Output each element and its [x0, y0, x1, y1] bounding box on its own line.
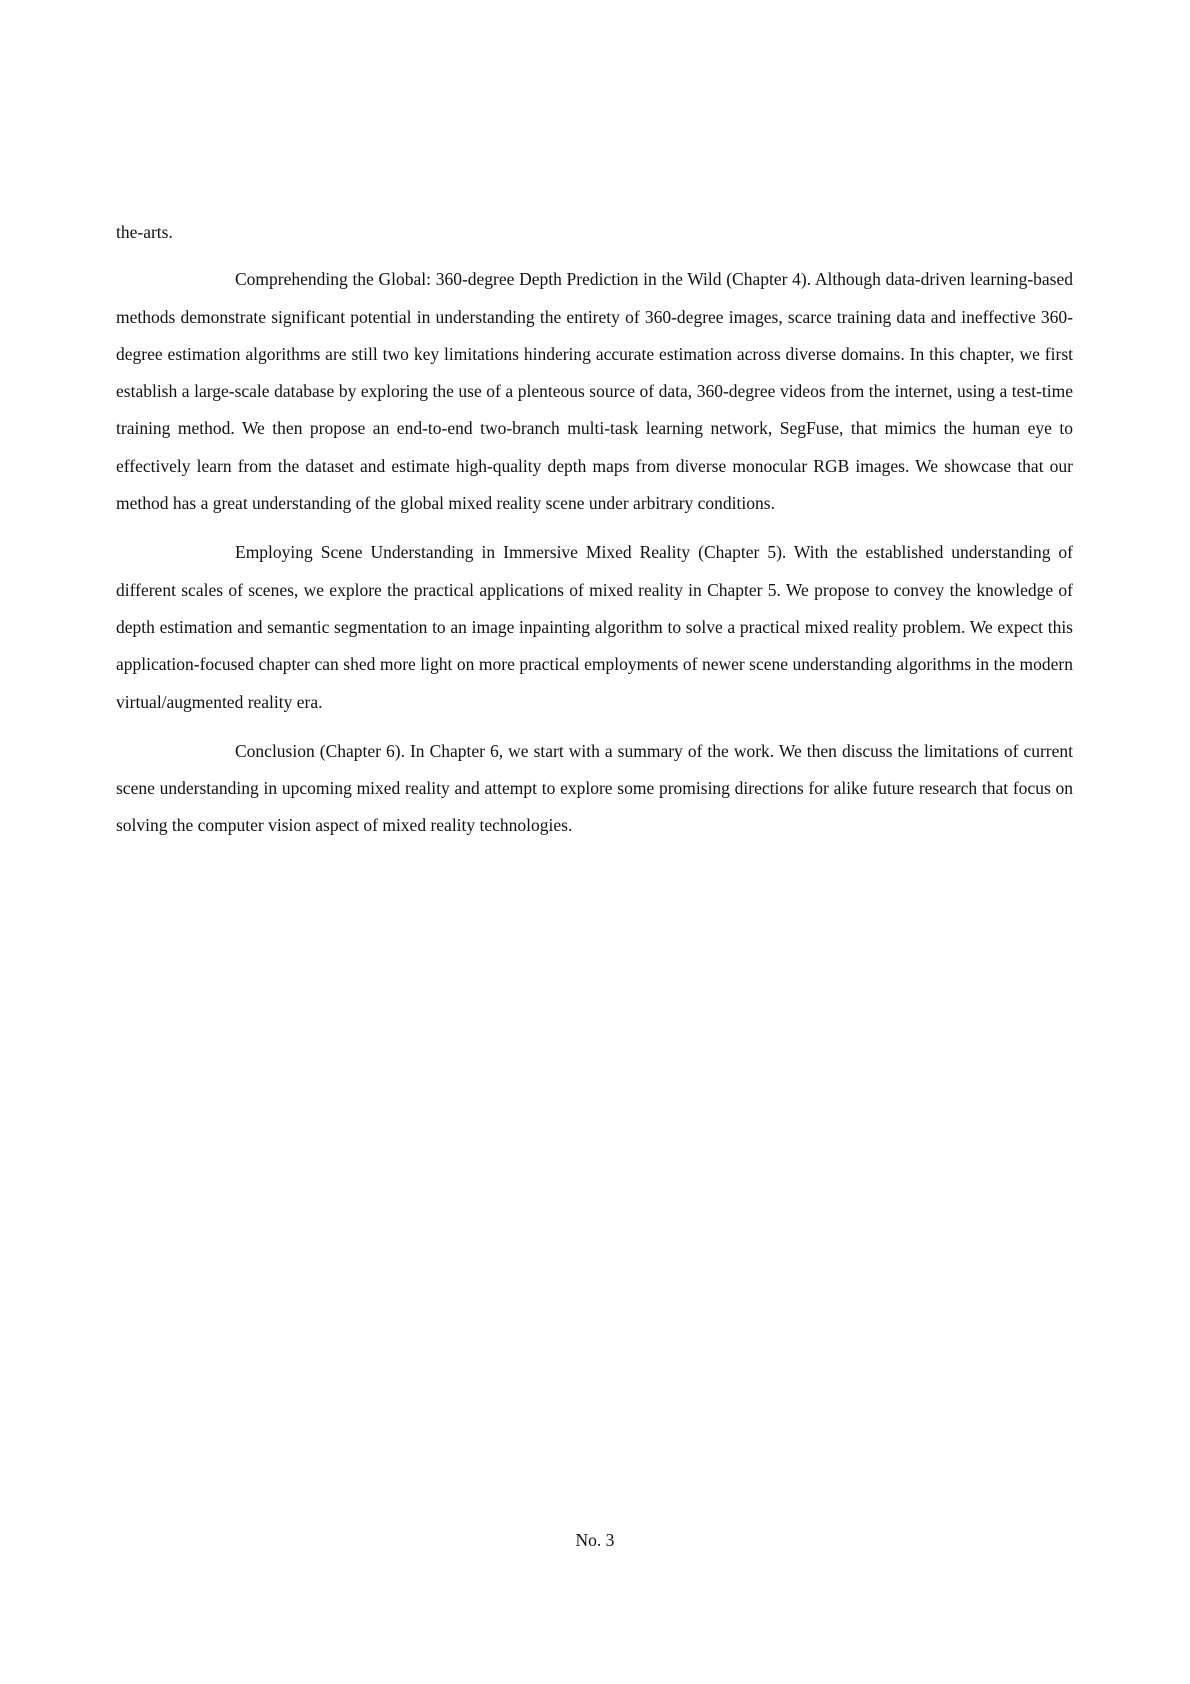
body-text — [116, 214, 1073, 857]
page-number: No. 3 — [575, 1530, 615, 1550]
paragraph-continuation: the-arts. — [116, 222, 173, 242]
paragraph-chapter-5: Employing Scene Understanding in Immersive Mixed Reality (Chapter 5). With the established understanding of different scales of scenes, we explore the practical applications of mixed reality in Chapter 5. We propose to convey the knowledge of depth estimation and semantic segmentation to an image inpainting algorithm to solve a practical mixed reality problem. We expect this application-focused chapter can shed more light on more practical employments of newer scene understanding algorithms in the modern virtual/augmented reality era. — [116, 542, 1073, 712]
paragraph-chapter-6: Conclusion (Chapter 6). In Chapter 6, we start with a summary of the work. We then discuss the limitations of current scene understanding in upcoming mixed reality and attempt to explore some promising directions for alike future research that focus on solving the computer vision aspect of mixed reality technologies. — [116, 740, 1073, 836]
paragraph-chapter-4: Comprehending the Global: 360-degree Depth Prediction in the Wild (Chapter 4). Although data-driven learning-based methods demonstrate significant potential in understanding the entirety of 360-degree images, scarce training data and ineffective 360-degree estimation algorithms are still two key limitations hindering accurate estimation across diverse domains. In this chapter, we first establish a large-scale database by exploring the use of a plenteous source of data, 360-degree videos from the internet, using a test-time training method. We then propose an end-to-end two-branch multi-task learning network, SegFuse, that mimics the human eye to effectively learn from the dataset and estimate high-quality depth maps from diverse monocular RGB images. We showcase that our method has a great understanding of the global mixed reality scene under arbitrary conditions. — [116, 269, 1073, 514]
